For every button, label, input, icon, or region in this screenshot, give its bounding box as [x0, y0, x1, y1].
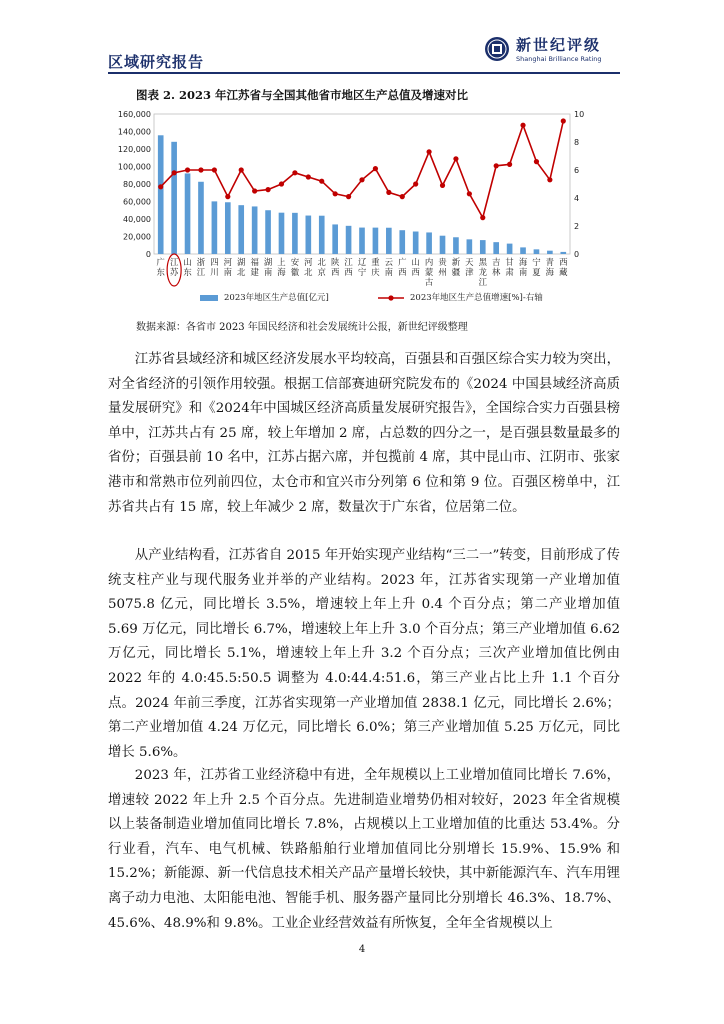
emblem-icon [484, 36, 510, 62]
category-label: 西藏 [559, 257, 568, 277]
left-axis-tick-label: 120,000 [117, 145, 151, 154]
category-label: 湖北 [237, 257, 246, 277]
page-number: 4 [358, 944, 366, 955]
growth-rate-point [239, 167, 244, 172]
category-label: 河南 [223, 257, 232, 277]
growth-rate-point [507, 162, 512, 167]
left-axis-tick-label: 140,000 [117, 127, 151, 137]
left-axis-tick-label: 0 [145, 250, 151, 259]
right-axis-tick-label: 2 [574, 222, 580, 231]
growth-rate-point [306, 174, 311, 179]
left-axis-tick-label: 100,000 [117, 162, 151, 172]
gdp-bar [453, 237, 459, 254]
gdp-bar [493, 242, 499, 254]
growth-rate-point [198, 167, 203, 172]
gdp-bar [359, 228, 365, 254]
growth-rate-point [547, 177, 552, 182]
category-label: 安徽 [290, 257, 300, 277]
growth-rate-point [212, 167, 217, 172]
gdp-bar [185, 173, 191, 254]
gdp-bar [212, 201, 218, 254]
category-label: 辽宁 [357, 257, 367, 277]
legend-swatch-gdp [200, 295, 218, 301]
category-label: 重庆 [371, 257, 380, 277]
growth-rate-point [413, 181, 418, 186]
right-axis-tick-label: 6 [574, 166, 580, 175]
gdp-bar [413, 232, 419, 254]
gdp-bar [547, 251, 553, 254]
left-axis-tick-label: 160,000 [117, 110, 151, 119]
gdp-bar [520, 247, 526, 254]
growth-rate-point [386, 190, 391, 195]
growth-rate-point [440, 183, 445, 188]
right-axis-tick-label: 10 [574, 110, 585, 119]
gdp-bar [440, 236, 446, 254]
growth-rate-point [346, 194, 351, 199]
category-label: 江西 [344, 257, 353, 277]
gdp-bar [252, 206, 258, 254]
growth-rate-point [252, 188, 257, 193]
growth-rate-point [172, 170, 177, 175]
section-title: 区域研究报告 [108, 53, 205, 71]
growth-rate-line [161, 121, 564, 218]
left-axis-tick-label: 60,000 [123, 197, 151, 207]
category-label: 黑龙江 [478, 257, 487, 287]
category-label: 吉林 [492, 257, 501, 277]
growth-rate-point [225, 194, 230, 199]
right-axis-tick-label: 0 [574, 250, 580, 259]
category-label: 四川 [210, 257, 219, 277]
gdp-bar [399, 230, 405, 254]
gdp-bar [426, 232, 432, 254]
gdp-bar [171, 142, 177, 254]
figure-title: 图表 2. 2023 年江苏省与全国其他省市地区生产总值及增速对比 [136, 88, 469, 102]
growth-rate-point [158, 184, 163, 189]
category-label: 天津 [465, 257, 474, 277]
growth-rate-point [373, 166, 378, 171]
paragraph-county-economy: 江苏省县域经济和城区经济发展水平均较高，百强县和百强区综合实力较为突出，对全省经济的引领作用较强。根据工信部赛迪研究院发布的《2024 中国县域经济高质量发展研究》和《2024年中国城区经济高质量发展研究报告》，全国综合实力百强县榜单中，江苏共占有 25 席，较上年增加 2 席，占总数的四分之一，是百强县数量最多的省份；百强县前 10 名中，江苏占据六席，并包揽前 4 席，其中昆山市、江阴市、张家港市和常熟市位列前四位，太仓市和宜兴市分列第 6 位和第 9 位。百强区榜单中，江苏省共占有 15 席，较上年减少 2 席，数量次于广东省，位居第二位。 [108, 352, 620, 515]
logo-english-name: Shanghai Brilliance Rating [516, 55, 602, 63]
category-label: 青海 [545, 257, 555, 277]
growth-rate-point [265, 187, 270, 192]
growth-rate-point [520, 123, 525, 128]
logo-chinese-name: 新世纪评级 [516, 36, 602, 54]
gdp-bar [507, 244, 513, 254]
growth-rate-point [333, 191, 338, 196]
left-axis-tick-label: 80,000 [123, 180, 151, 189]
figure-source: 数据来源：各省市 2023 年国民经济和社会发展统计公报，新世纪评级整理 [136, 322, 468, 333]
category-label: 海南 [518, 257, 528, 277]
category-label: 山西 [411, 257, 420, 277]
gdp-bar [279, 213, 285, 254]
gdp-bar [198, 182, 204, 254]
legend-label-growth: 2023年地区生产总值增速[%]-右轴 [410, 293, 543, 303]
category-label: 湖南 [263, 257, 273, 277]
category-label: 北京 [317, 257, 326, 277]
growth-rate-point [292, 170, 297, 175]
gdp-bar [373, 228, 379, 254]
growth-rate-point [561, 118, 566, 123]
growth-rate-point [426, 149, 431, 154]
growth-rate-point [319, 179, 324, 184]
growth-rate-point [400, 194, 405, 199]
category-label: 上海 [277, 257, 286, 277]
category-label: 内蒙古 [424, 257, 434, 287]
gdp-bar [560, 252, 566, 254]
gdp-bar [225, 202, 231, 254]
growth-rate-point [359, 177, 364, 182]
paragraph-industrial-economy: 2023 年，江苏省工业经济稳中有进，全年规模以上工业增加值同比增长 7.6%，增速较 2022 年上升 2.5 个百分点。先进制造业增势仍相对较好，2023 年全省规模以上装备制造业增加值同比增长 7.8%，占规模以上工业增加值的比重达 53.4%。分行业看，汽车、电气机械、铁路船舶行业增加值同比分别增长 15.9%、15.9% 和 15.2%；新能源、新一代信息技术相关产品产量增长较快，其中新能源汽车、汽车用锂离子动力电池、太阳能电池、智能手机、服务器产量同比分别增长 46.3%、18.7%、45.6%、48.9%和 9.8%。工业企业经营效益有所恢复，全年全省规模以上 [108, 768, 620, 931]
header-rule [108, 72, 620, 74]
left-axis-tick-label: 40,000 [123, 215, 151, 224]
gdp-bar [467, 239, 473, 254]
gdp-bar [386, 228, 392, 254]
category-label: 甘肃 [505, 257, 514, 277]
gdp-bar [319, 216, 325, 254]
growth-rate-point [453, 156, 458, 161]
gdp-bar [332, 224, 338, 254]
gdp-bar [306, 216, 312, 254]
category-label: 贵州 [438, 257, 447, 277]
left-axis-tick-label: 20,000 [123, 232, 151, 242]
right-axis-tick-label: 4 [574, 194, 580, 203]
category-label: 河北 [304, 257, 313, 277]
category-label: 广西 [398, 257, 407, 277]
growth-rate-point [534, 159, 539, 164]
category-label: 云南 [384, 257, 394, 277]
legend-label-gdp: 2023年地区生产总值[亿元] [224, 293, 329, 303]
category-label: 宁夏 [532, 257, 541, 277]
paragraph-industry-structure: 从产业结构看，江苏省自 2015 年开始实现产业结构“三二一”转变，目前形成了传统支柱产业与现代服务业并举的产业结构。2023 年，江苏省实现第一产业增加值 5075.8 亿元，同比增长 3.5%，增速较上年上升 0.4 个百分点；第二产业增加值 5.69 万亿元，同比增长 6.7%，增速较上年上升 3.0 个百分点；第三产业增加值 6.62 万亿元，同比增长 5.1%，增速较上年上升 3.2 个百分点；三次产业增加值比例由 2022 年的 4.0:45.5:50.5 调整为 4.0:44.4:51.6，第三产业占比上升 1.1 个百分点。2024 年前三季度，江苏省实现第一产业增加值 2838.1 亿元，同比增长 2.6%；第二产业增加值 4.24 万亿元，同比增长 6.0%；第三产业增加值 5.25 万亿元，同比增长 5.6%。 [108, 548, 620, 760]
gdp-bar [238, 205, 244, 254]
brand-logo [484, 34, 624, 68]
gdp-bar [158, 135, 164, 254]
category-label: 陕西 [330, 257, 340, 277]
growth-rate-point [467, 191, 472, 196]
gdp-bar [480, 240, 486, 254]
gdp-comparison-chart [108, 106, 620, 312]
gdp-bar [292, 213, 298, 254]
category-label: 江苏 [169, 257, 179, 277]
category-label: 新疆 [451, 257, 461, 277]
category-label: 福建 [250, 257, 259, 277]
growth-rate-point [494, 163, 499, 168]
gdp-bar [534, 249, 540, 254]
gdp-bar [265, 210, 271, 254]
growth-rate-point [279, 181, 284, 186]
right-axis-tick-label: 8 [574, 138, 580, 147]
category-label: 广东 [156, 257, 165, 277]
legend-point-growth [388, 295, 393, 300]
gdp-bar [346, 226, 352, 254]
category-label: 浙江 [196, 257, 206, 277]
growth-rate-point [480, 215, 485, 220]
page-header [108, 30, 620, 74]
growth-rate-point [185, 167, 190, 172]
category-label: 山东 [183, 257, 192, 277]
